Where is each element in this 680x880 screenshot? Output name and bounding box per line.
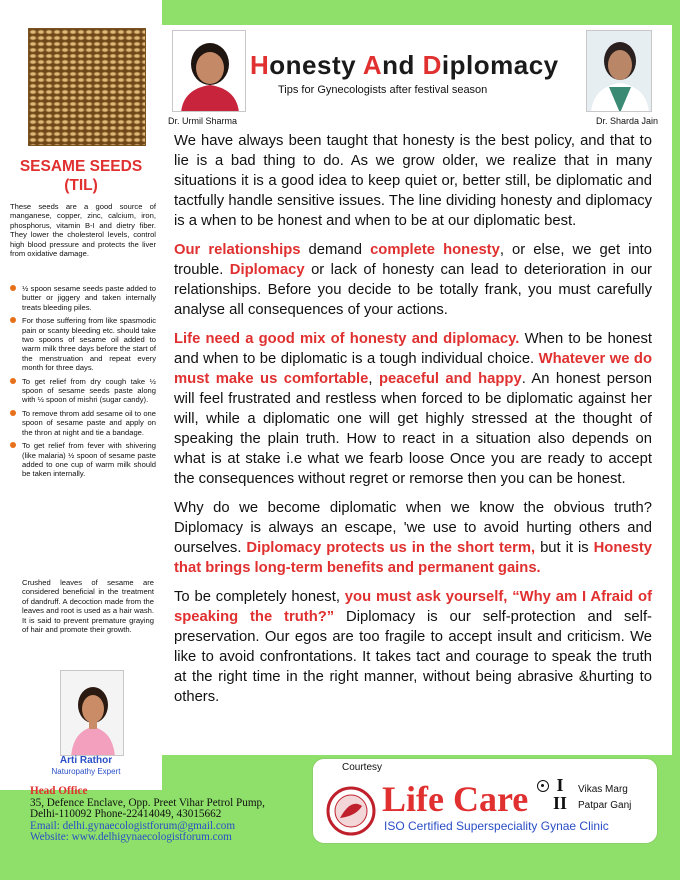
list-item: To get relief from fever with shivering (like malaria) ½ spoon of sesame paste added to one cup of warm milk should be taken internally. (10, 441, 156, 479)
branch-marker-icon (537, 780, 549, 792)
list-item: To remove throm add sesame oil to one spoon of sesame paste and apply on the thron at night and tie a bandage. (10, 409, 156, 437)
author-photo-right (586, 30, 652, 112)
head-office-email[interactable]: Email: delhi.gynaecologistforum@gmail.com (30, 819, 236, 832)
author-name-left: Dr. Urmil Sharma (168, 116, 238, 126)
sidebar-dandruff-note: Crushed leaves of sesame are considered beneficial in the treatment of dandruff. A decoction made from the leaves and root is used as a hair wash. It is said to prevent premature graying of hair and promote their growth. (22, 578, 154, 635)
brand-tagline: ISO Certified Superspeciality Gynae Clinic (384, 819, 609, 833)
author-name-right: Dr. Sharda Jain (596, 116, 659, 126)
brand-name: Life Care (382, 779, 529, 819)
sidebar-subtitle: (TIL) (64, 177, 98, 194)
sidebar-title: SESAME SEEDS (19, 158, 143, 175)
bullet-icon (10, 317, 16, 323)
expert-photo (60, 670, 124, 756)
location-2: Patpar Ganj (578, 800, 632, 811)
life-care-logo-icon (326, 786, 376, 836)
expert-role: Naturopathy Expert (51, 767, 121, 776)
bullet-icon (10, 442, 16, 448)
sidebar-intro: These seeds are a good source of manganese, copper, zinc, calcium, iron, phosphorus, vitamin B-I and dietry fiber. They lower the cholesterol levels, control high blood pressure and protects the liver from oxidative damage. (10, 202, 156, 259)
paragraph: We have always been taught that honesty is the best policy, and that to lie is a bad thing to do. As we grow older, we realize that in many situations it is a good idea to keep quiet or, better still, be diplomatic and tactfully handle sensitive issues. The line dividing honesty and diplomacy is a when to be honest and when to be at our diplomatic best. (174, 133, 652, 229)
expert-name: Arti Rathor (59, 755, 113, 766)
list-item: For those suffering from like spasmodic pain or scanty bleeding etc. should take two spoons of sesame oil added to warm milk three days before the start of the menstruation and repeat every month for three days. (10, 316, 156, 372)
head-office (30, 786, 265, 844)
tips-list (10, 284, 156, 483)
paragraph: Why do we become diplomatic when we know the obvious truth? Diplomacy is always an escape, 'we use to avoid hurting others and ourselves. Diplomacy protects us in the short term, but it is Honesty that brings long-term benefits and permanent gains. (174, 500, 652, 576)
sesame-seeds-image (28, 28, 146, 146)
list-item: To get relief from dry cough take ½ spoon of sesame seeds paste along with ½ spoon of mishri (sugar candy). (10, 377, 156, 405)
head-office-website[interactable]: Website: www.delhigynaecologistforum.com (30, 831, 232, 844)
article-body (174, 131, 652, 716)
paragraph: Life need a good mix of honesty and diplomacy. When to be honest and when to be diplomatic is a tough individual choice. Whatever we do must make us comfortable, peaceful and happy. An honest person will feel frustrated and restless when forced to be diplomatic against her will, while a diplomatic one will get highly stressed at the thought of speaking the plain truth. How to react in a situation also depends on what is at stake i.e what we fearb loose Once you are ready to accept the consequences without regret or remorse then you can be honest. (174, 331, 653, 487)
bullet-icon (10, 410, 16, 416)
page-title: Honesty And Diplomacy (250, 50, 559, 80)
branch-numerals: I II (552, 775, 567, 813)
author-photo-left (172, 30, 246, 112)
list-item: ½ spoon sesame seeds paste added to butter or jiggery and taken internally treats bleeding piles. (10, 284, 156, 312)
head-office-phone: Delhi-110092 Phone-22414049, 43015662 (30, 808, 222, 821)
bullet-icon (10, 378, 16, 384)
head-office-address: 35, Defence Enclave, Opp. Preet Vihar Petrol Pump, (30, 796, 265, 809)
courtesy-label: Courtesy (342, 762, 383, 773)
head-office-title: Head Office (30, 785, 88, 797)
sidebar (0, 0, 162, 790)
location-1: Vikas Marg (578, 784, 628, 795)
page-subtitle: Tips for Gynecologists after festival season (278, 84, 488, 96)
bullet-icon (10, 285, 16, 291)
paragraph: Our relationships demand complete honesty, or else, we get into trouble. Diplomacy or lack of honesty can lead to deterioration in our relationships. Before you decide to be totally frank, you must carefully analyse all consequences of your actions. (174, 242, 653, 318)
paragraph: To be completely honest, you must ask yourself, “Why am I Afraid of speaking the truth?” Diplomacy is our self-protection and self-preservation. Our egos are too fragile to accept insult and criticism. We like to avoid confrontations. It takes tact and courage to speak the truth at the right time in the right manner, without being abrasive &hurting to others. (174, 589, 652, 705)
